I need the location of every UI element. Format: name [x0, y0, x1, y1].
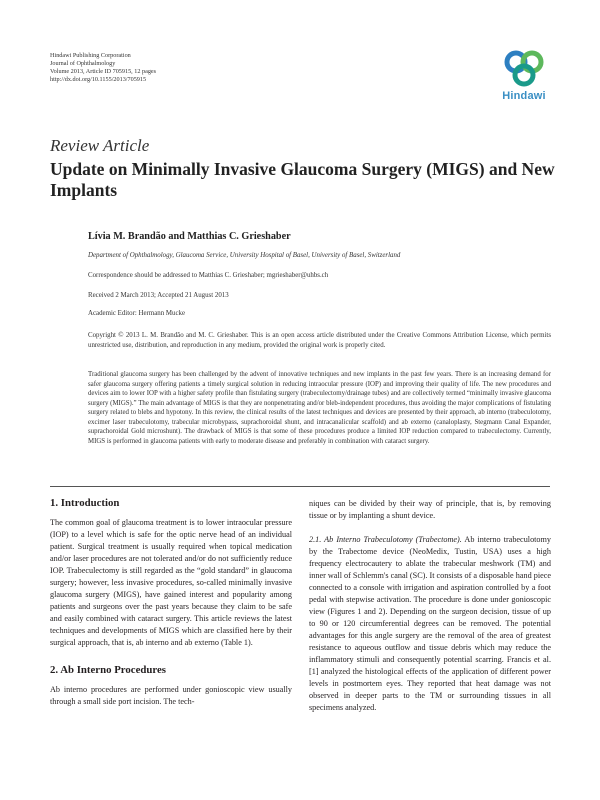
abstract: Traditional glaucoma surgery has been challenged by the advent of innovative techniques and new implants in the past few years. There is an increasing demand for safer glaucoma surgery offering patients a timely surgical solution in reducing intraocular pressure (IOP) and improving their quality of life. The new procedures and devices aim to lower IOP with a higher safety profile than fistulating surgery (trabeculectomy/drainage tubes) and are collectively termed “minimally invasive glaucoma surgery (MIGS).” The main advantage of MIGS is that they are nonpenetrating and/or bleb-independent procedures, thus avoiding the major complications of fistulating surgery related to blebs and hypotony. In this review, the clinical results of the latest techniques and devices are presented by their approach, ab interno (trabeculotomy, excimer laser trabeculotomy, trabecular microbypass, suprachoroidal shunt, and intracanalicular scaffold) and ab externo (canaloplasty, Stegmann Canal Expander, suprachoroidal Gold microshunt). The drawback of MIGS is that some of these procedures produce a limited IOP reduction compared to trabeculectomy. Currently, MIGS is performed in glaucoma patients with early to moderate disease and preferably in combination with cataract surgery.	[88, 371, 551, 445]
copyright-notice: Copyright © 2013 L. M. Brandão and M. C. Grieshaber. This is an open access article distributed under the Creative Commons Attribution License, which permits unrestricted use, distribution, and reproduction in any medium, provided the original work is properly cited.	[88, 332, 551, 349]
right-column	[309, 498, 551, 714]
authors: Lívia M. Brandão and Matthias C. Grieshaber	[88, 231, 291, 242]
publisher-logo[interactable]	[494, 46, 554, 108]
article-title: Update on Minimally Invasive Glaucoma Surgery (MIGS) and New Implants	[50, 159, 555, 200]
introduction-paragraph: The common goal of glaucoma treatment is to lower intraocular pressure (IOP) to a level which is safe for the optic nerve head of an individual patient. Surgical treatment is usually required when topical medication and/or laser procedures are not tolerated and/or do not sufficiently reduce IOP. Trabeculectomy is still regarded as the “gold standard” in glaucoma surgery; however, less invasive procedures, so-called minimally invasive glaucoma surgery (MIGS), have gained interest and popularity among patients and surgeons over the past years because they claim to be safe and easily combined with cataract surgery. This article reviews the latest techniques and developments of MIGS which are classified here by their surgical approach, that is, ab interno and ab externo (Table 1).	[50, 518, 292, 647]
section-divider	[50, 486, 550, 487]
trabectome-text: Ab interno trabeculotomy by the Trabectome device (NeoMedix, Tustin, USA) uses a high frequency electrocautery to ablate the trabecular meshwork (TM) and inner wall of Schlemm's canal (SC). It consists of a disposable hand piece connected to a console with irrigation and aspiration controlled by a foot pedal with stepwise activation. The procedure is done under gonioscopic view (Figures 1 and 2). Depending on the surgeon decision, tissue of up to 90 or 120 circumferential degrees can be removed. The potential advantages for this angle surgery are the removal of the area of greatest resistance to aqueous outflow and tissue debris which may reduce the inflammatory stimuli and consequently potential scarring. Francis et al. [1] analyzed the histological effects of the application of different power levels in postmortem eyes. They reported that heat damage was not observed in deeper parts to the TM or surrounding tissues in all specimens analyzed.	[309, 535, 551, 712]
hindawi-logo-icon	[494, 46, 554, 90]
doi-link[interactable]: http://dx.doi.org/10.1155/2013/705915	[50, 76, 147, 83]
continuation-paragraph: niques can be divided by their way of principle, that is, by removing tissue or by implanting a shunt device.	[309, 499, 551, 520]
article-type: Review Article	[50, 136, 150, 155]
journal-name: Journal of Ophthalmology	[50, 60, 116, 67]
received-dates: Received 2 March 2013; Accepted 21 August 2013	[88, 292, 229, 299]
logo-text: Hindawi	[502, 90, 546, 102]
trabectome-heading: 2.1. Ab Interno Trabeculotomy (Trabectome).	[309, 535, 462, 544]
trabectome-paragraph	[309, 534, 551, 714]
left-column	[50, 497, 292, 708]
correspondence: Correspondence should be addressed to Matthias C. Grieshaber; mgrieshaber@uhbs.ch	[88, 272, 329, 279]
academic-editor: Academic Editor: Hermann Mucke	[88, 310, 186, 317]
ab-interno-heading: 2. Ab Interno Procedures	[50, 664, 166, 676]
introduction-heading: 1. Introduction	[50, 497, 120, 509]
volume-info: Volume 2013, Article ID 705915, 12 pages	[50, 68, 157, 75]
ab-interno-paragraph: Ab interno procedures are performed under gonioscopic view usually through a small side port incision. The tech-	[50, 685, 292, 706]
publisher-name: Hindawi Publishing Corporation	[50, 52, 131, 59]
affiliation: Department of Ophthalmology, Glaucoma Service, University Hospital of Basel, University of Basel, Switzerland	[88, 252, 401, 259]
